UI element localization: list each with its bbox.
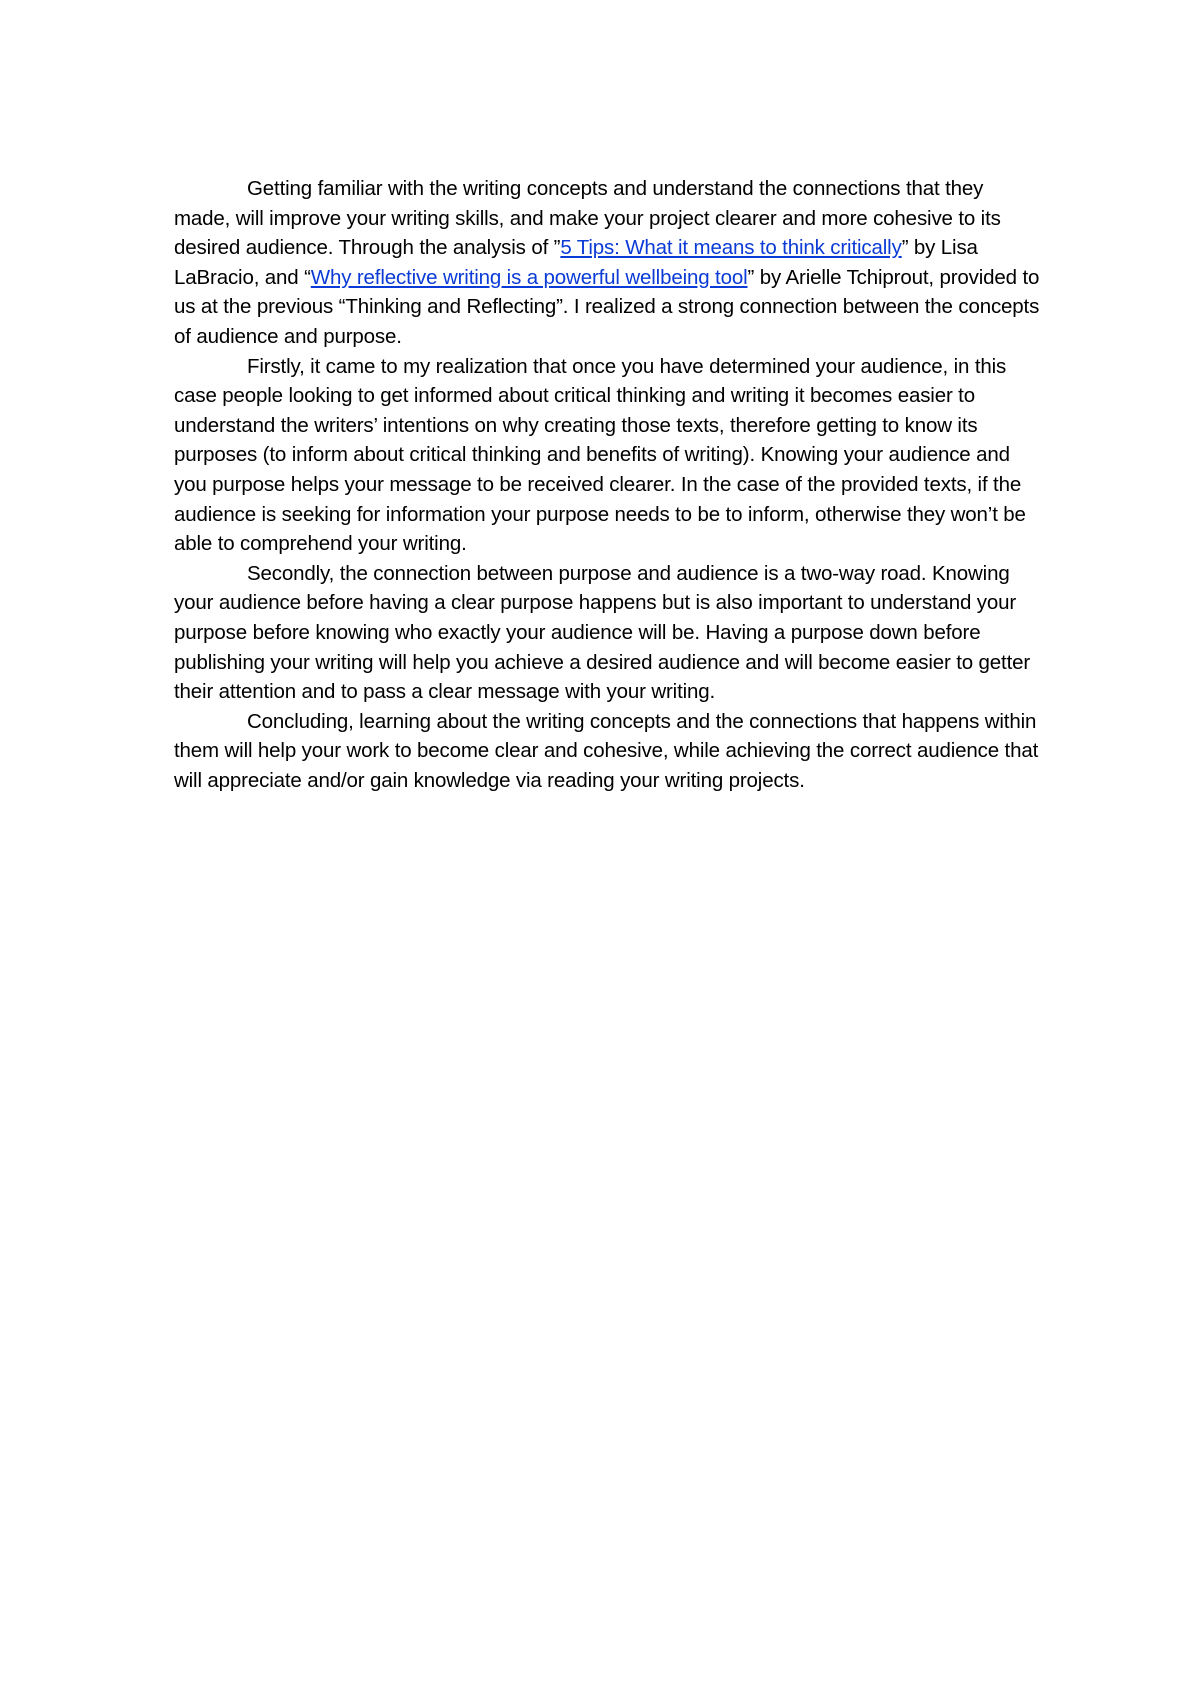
paragraph-concluding: Concluding, learning about the writing concepts and the connections that happens within them will help your work to become clear and cohesive, while achieving the correct audience that will appreciate and/or gain knowledge via reading your writing projects. (174, 709, 1039, 792)
paragraph-secondly: Secondly, the connection between purpose and audience is a two-way road. Knowing your audience before having a clear purpose happens but is also important to understand your purpose before knowing who exactly your audience will be. Having a purpose down before publishing your writing will help you achieve a desired audience and will become easier to getter their attention and to pass a clear message with your writing. (174, 561, 1031, 704)
paragraph-intro-text-end: ” by Arielle Tchiprout, provided to us at the previous “Thinking and Reflecting”. I realized a strong connection between the concepts of audience and purpose. (174, 265, 1040, 348)
link-5-tips-think-critically[interactable]: 5 Tips: What it means to think critically (560, 236, 902, 260)
paragraph-intro (174, 174, 1042, 352)
paragraph-firstly: Firstly, it came to my realization that once you have determined your audience, in this case people looking to get informed about critical thinking and writing it becomes easier to understand the writers’ intentions on why creating those texts, therefore getting to know its purposes (to inform about critical thinking and benefits of writing). Knowing your audience and you purpose helps your message to be received clearer. In the case of the provided texts, if the audience is seeking for information your purpose needs to be to inform, otherwise they won’t be able to comprehend your writing. (174, 354, 1026, 556)
paragraph-intro-text-start: Getting familiar with the writing concepts and understand the connections that they made, will improve your writing skills, and make your project clearer and more cohesive to its desired audience. Through the analysis of ” (174, 177, 1001, 260)
paragraph-intro-text-middle: ” by Lisa LaBracio, and “ (174, 236, 978, 289)
link-reflective-writing-wellbeing[interactable]: Why reflective writing is a powerful wellbeing tool (310, 265, 748, 289)
document-body (174, 174, 1042, 795)
